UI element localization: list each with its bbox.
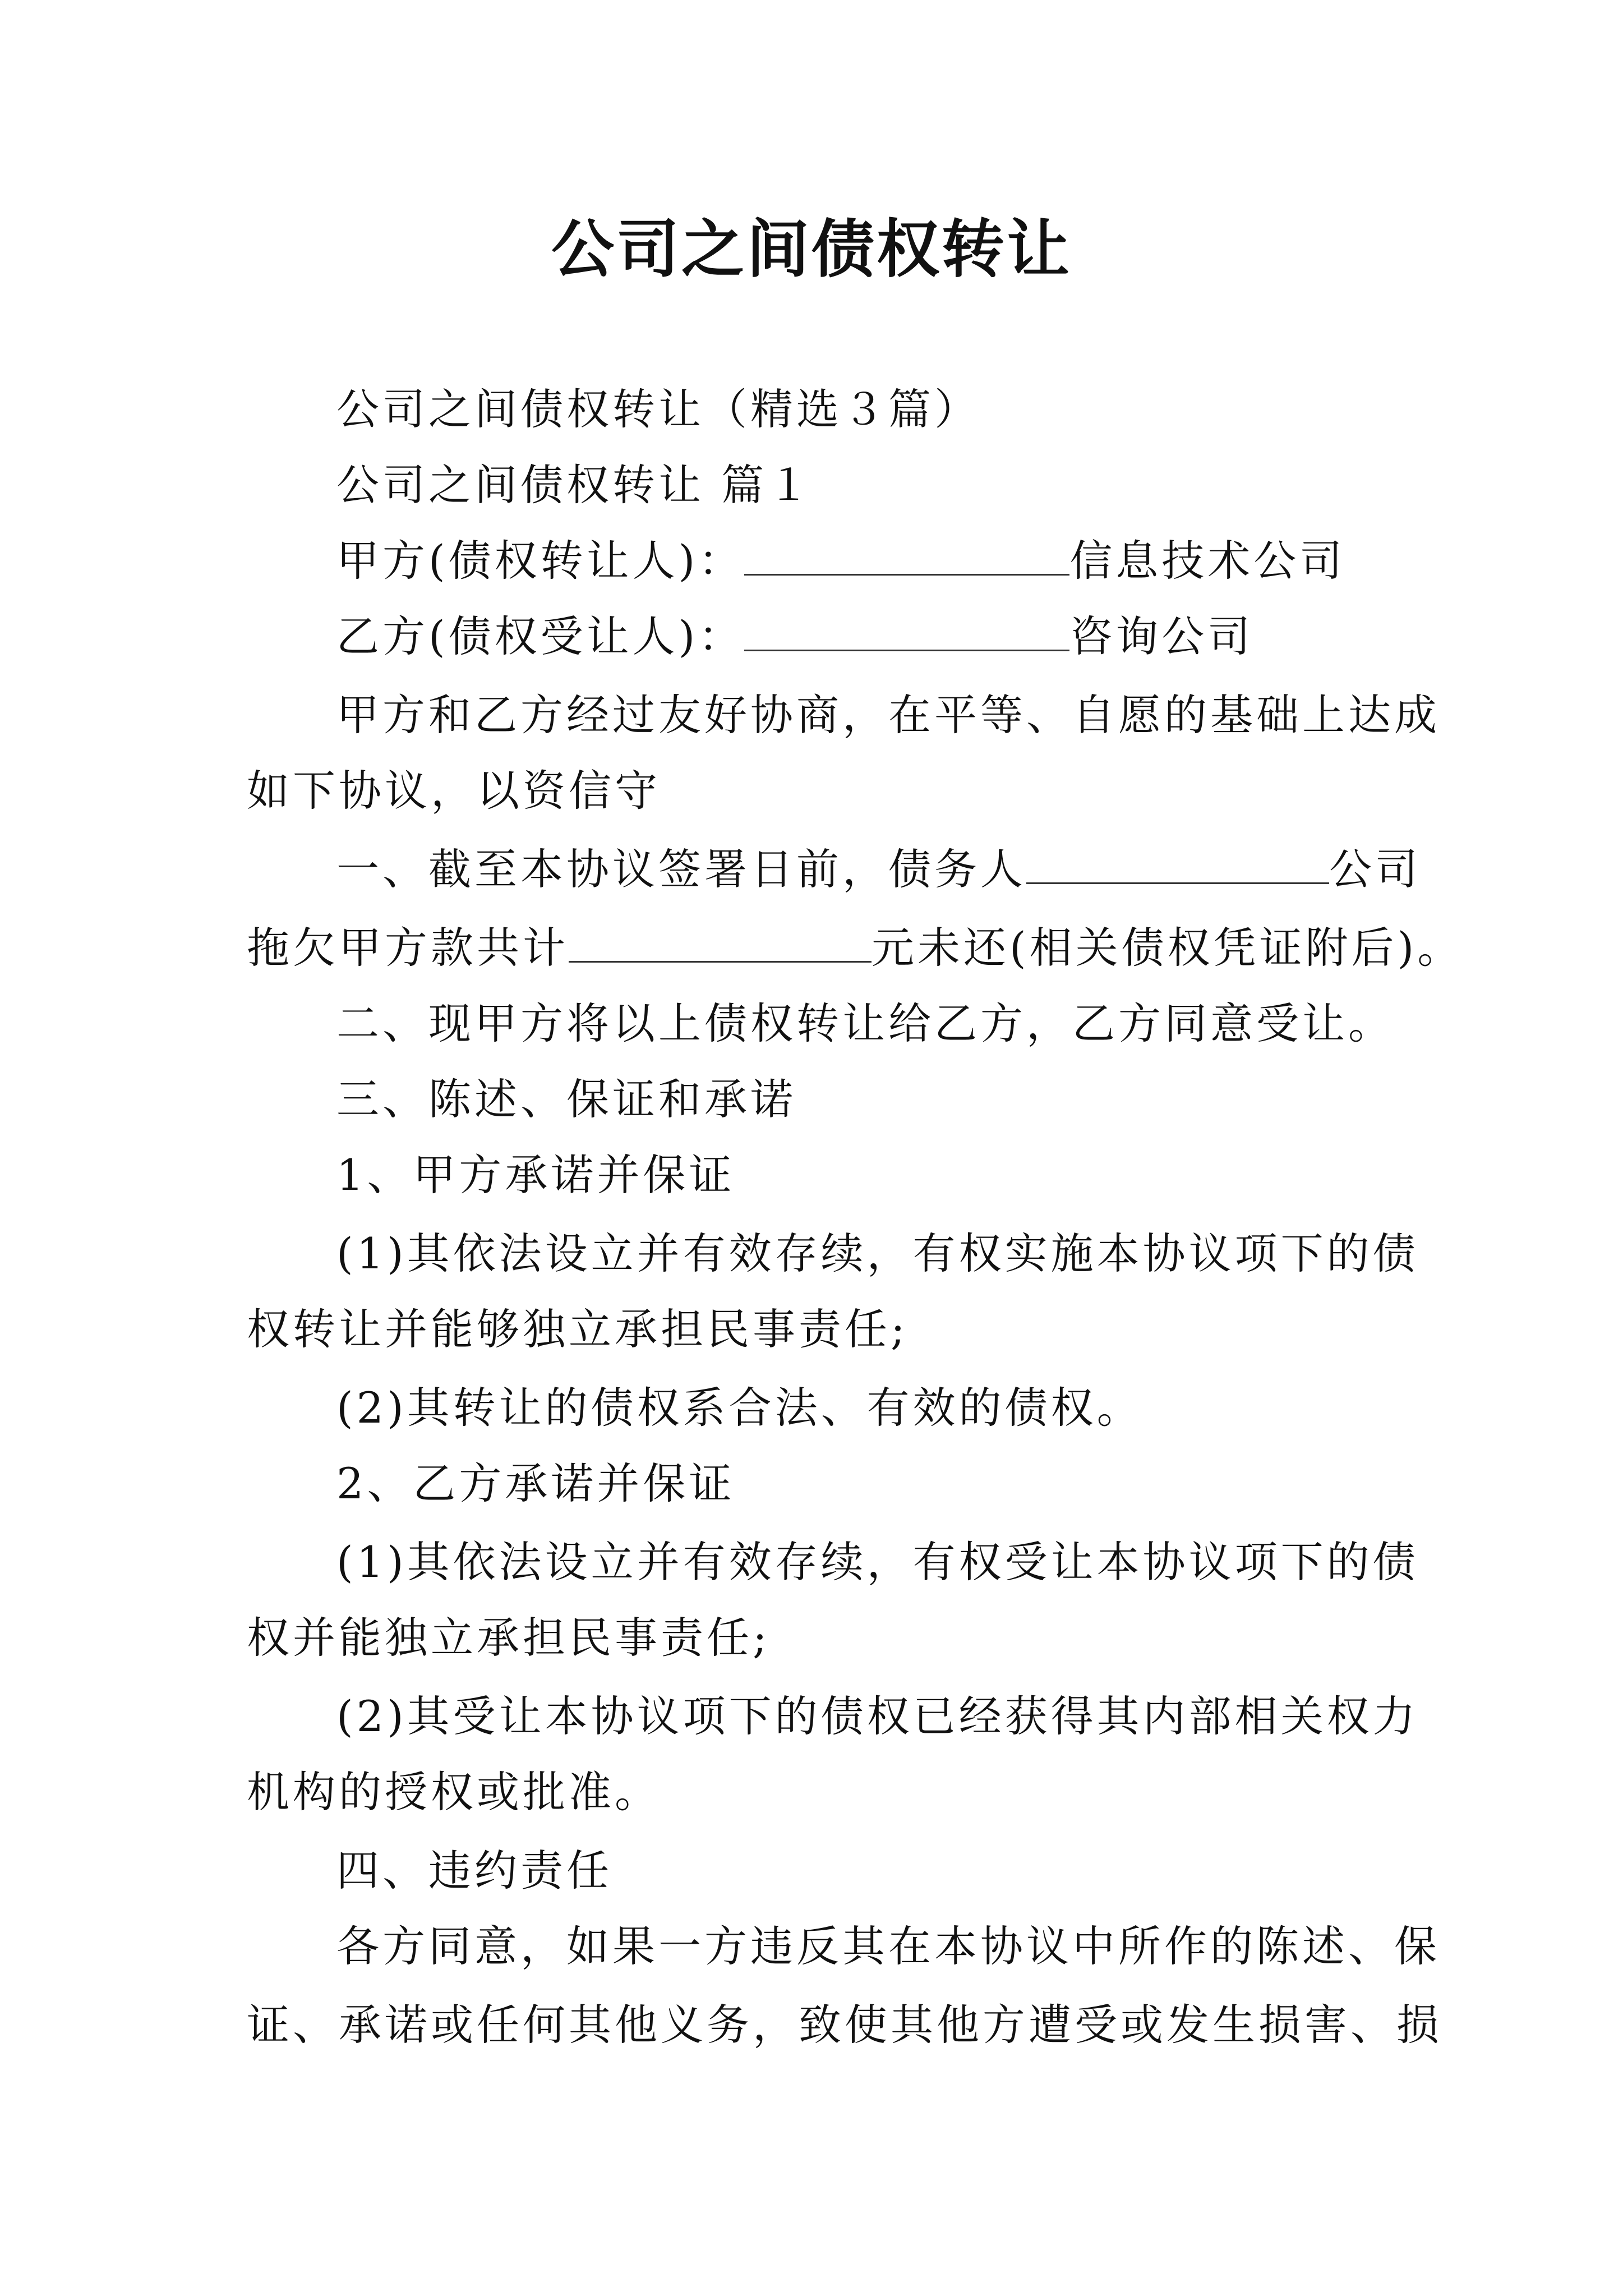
clause-3-2: 2、乙方承诺并保证 bbox=[336, 1458, 735, 1508]
party-b-label: 乙方(债权受让人)： bbox=[336, 611, 745, 661]
clause-1-suffix: 公司 bbox=[1329, 844, 1421, 894]
subtitle: 公司之间债权转让（精选３篇） bbox=[336, 384, 980, 434]
intro-line-1: 甲方和乙方经过友好协商，在平等、自愿的基础上达成 bbox=[336, 690, 1440, 740]
party-a-blank bbox=[744, 540, 1069, 576]
amount-blank bbox=[569, 927, 872, 963]
intro-line-2: 如下协议，以资信守 bbox=[247, 766, 661, 816]
clause-1-prefix: 一、截至本协议签署日前，债务人 bbox=[336, 844, 1026, 894]
section-heading: 公司之间债权转让 篇１ bbox=[336, 460, 814, 510]
party-b-line bbox=[336, 609, 1253, 665]
amount-prefix: 拖欠甲方款共计 bbox=[247, 923, 569, 973]
party-a-suffix: 信息技术公司 bbox=[1069, 536, 1346, 586]
clause-3-1: 1、甲方承诺并保证 bbox=[336, 1150, 735, 1200]
clause-4: 四、违约责任 bbox=[336, 1846, 612, 1895]
party-a-label: 甲方(债权转让人)： bbox=[336, 536, 745, 586]
debtor-blank bbox=[1026, 849, 1329, 884]
clause-3-2-a-line-2: 权并能独立承担民事责任; bbox=[247, 1613, 771, 1663]
party-b-blank bbox=[744, 616, 1069, 651]
clause-3-1-b: (2)其转让的债权系合法、有效的债权。 bbox=[336, 1383, 1143, 1433]
clause-3-2-b-line-1: (2)其受让本协议项下的债权已经获得其内部相关权力 bbox=[336, 1691, 1419, 1741]
clause-3-1-a-line-2: 权转让并能够独立承担民事责任; bbox=[247, 1304, 909, 1354]
document-title: 公司之间债权转让 bbox=[551, 213, 1072, 286]
clause-3-1-a-line-1: (1)其依法设立并有效存续，有权实施本协议项下的债 bbox=[336, 1228, 1419, 1278]
clause-2: 二、现甲方将以上债权转让给乙方，乙方同意受让。 bbox=[336, 999, 1394, 1048]
amount-suffix: 元未还(相关债权凭证附后)。 bbox=[872, 923, 1464, 973]
clause-3: 三、陈述、保证和承诺 bbox=[336, 1074, 796, 1124]
party-a-line bbox=[336, 533, 1345, 589]
clause-4-line-1: 各方同意，如果一方违反其在本协议中所作的陈述、保 bbox=[336, 1921, 1440, 1971]
clause-3-2-a-line-1: (1)其依法设立并有效存续，有权受让本协议项下的债 bbox=[336, 1537, 1419, 1587]
clause-1-line-1 bbox=[336, 841, 1421, 898]
party-b-suffix: 咨询公司 bbox=[1069, 611, 1254, 661]
clause-3-2-b-line-2: 机构的授权或批准。 bbox=[247, 1767, 661, 1817]
clause-4-line-2: 证、承诺或任何其他义务，致使其他方遭受或发生损害、损 bbox=[247, 2000, 1442, 2050]
clause-1-line-2 bbox=[247, 920, 1463, 976]
